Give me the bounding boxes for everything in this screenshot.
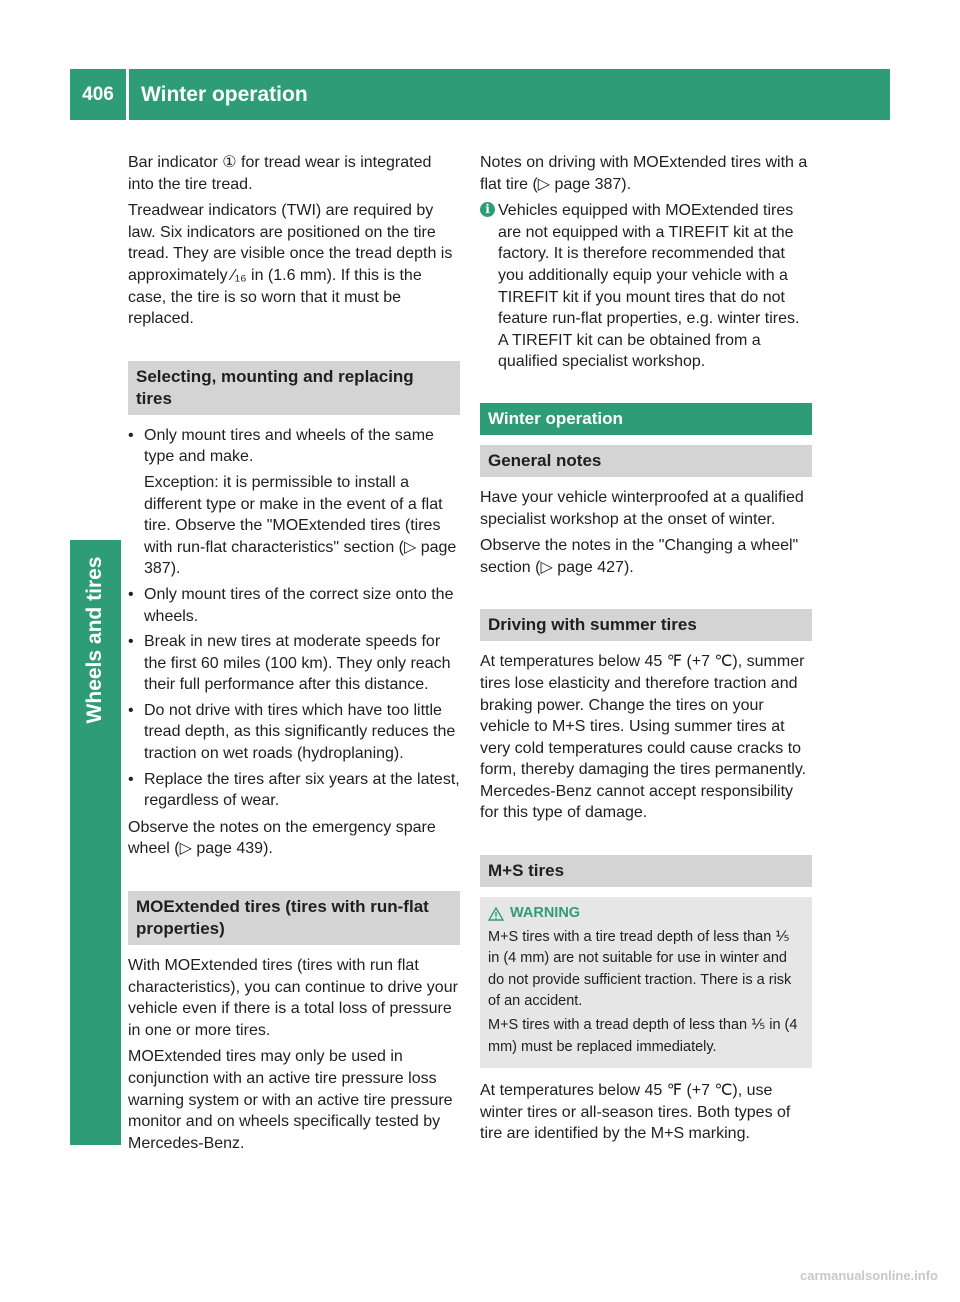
paragraph-emergency-spare: Observe the notes on the emergency spare wheel (▷ page 439). <box>128 818 436 858</box>
warning-text-2: M+S tires with a tread depth of less than ⅕ in (4 mm) must be replaced immediately. <box>488 1017 798 1055</box>
section-heading-selecting: Selecting, mounting and replacing tires <box>128 361 460 415</box>
paragraph-bar-indicator: Bar indicator ① for tread wear is integrated into the tire tread. <box>128 154 432 193</box>
list-item <box>128 769 460 812</box>
side-tab-label: Wheels and tires <box>83 556 106 724</box>
list-item <box>128 425 460 580</box>
bullet-text: Only mount tires and wheels of the same type and make. <box>144 426 434 466</box>
paragraph-moextended-1: With MOExtended tires (tires with run flat characteristics), you can continue to drive your vehicle even if there is a total loss of pressure in one or more tires. <box>128 957 458 1039</box>
warning-title: WARNING <box>510 905 581 922</box>
header-divider <box>126 69 129 120</box>
bullet-icon: • <box>128 770 134 788</box>
bullet-list <box>128 425 460 812</box>
list-item <box>128 700 460 765</box>
section-heading-ms-tires: M+S tires <box>480 855 812 887</box>
bullet-text: Do not drive with tires which have too little tread depth, as this significantly reduces the traction on wet roads (hydroplaning). <box>144 701 456 763</box>
bullet-text: Only mount tires of the correct size onto the wheels. <box>144 585 454 625</box>
bullet-icon: • <box>128 426 134 444</box>
footer-watermark: carmanualsonline.info <box>800 1268 938 1283</box>
paragraph-ms-marking: At temperatures below 45 ℉ (+7 ℃), use winter tires or all-season tires. Both types of tire are identified by the M+S marking. <box>480 1082 791 1143</box>
paragraph-moextended-2: MOExtended tires may only be used in conjunction with an active tire pressure loss warning system or with an active tire pressure monitor and on wheels specifically tested by Mercedes-Benz. <box>128 1048 453 1152</box>
section-heading-moextended: MOExtended tires (tires with run-flat properties) <box>128 891 460 945</box>
paragraph-flat-tire-notes: Notes on driving with MOExtended tires with a flat tire (▷ page 387). <box>480 154 808 193</box>
warning-triangle-icon <box>488 907 504 921</box>
info-text: Vehicles equipped with MOExtended tires are not equipped with a TIREFIT kit at the factory. It is therefore recommended that you additionally equip your vehicle with a TIREFIT kit if you mount tires that do not feature run-flat properties, e.g. winter tires. A TIREFIT kit can be obtained from a qualified specialist workshop. <box>498 202 800 371</box>
list-item <box>128 584 460 627</box>
paragraph-treadwear: Treadwear indicators (TWI) are required by law. Six indicators are positioned on the tire tread. They are visible once the tread depth is approximately ⁄₁₆ in (1.6 mm). If this is the case, the tire is so worn that it must be replaced. <box>128 202 453 328</box>
bullet-icon: • <box>128 585 134 603</box>
right-column <box>480 152 812 1150</box>
warning-title-row <box>488 903 804 925</box>
info-note <box>480 200 812 373</box>
paragraph-summer-tires: At temperatures below 45 ℉ (+7 ℃), summer tires lose elasticity and therefore traction and braking power. Change the tires on your vehicle to M+S tires. Using summer tires at very cold temperatures could cause cracks to form, thereby damaging the tires permanently. Mercedes-Benz cannot accept responsibility for this type of damage. <box>480 653 807 822</box>
info-icon: i <box>480 202 495 217</box>
warning-text-1: M+S tires with a tire tread depth of less than ⅕ in (4 mm) are not suitable for use in winter and do not provide sufficient traction. There is a risk of an accident. <box>488 928 792 1010</box>
section-heading-general-notes: General notes <box>480 445 812 477</box>
warning-box <box>480 897 812 1068</box>
bullet-icon: • <box>128 701 134 719</box>
section-heading-winter-operation: Winter operation <box>480 403 812 435</box>
bullet-exception-text: Exception: it is permissible to install a different type or make in the event of a flat tire. Observe the "MOExtended tires (tires with run-flat characteristics" section (▷ page 387). <box>144 473 457 578</box>
bullet-text: Replace the tires after six years at the latest, regardless of wear. <box>144 770 460 810</box>
left-column <box>128 152 460 1159</box>
bullet-text: Break in new tires at moderate speeds for the first 60 miles (100 km). They only reach their full performance after this distance. <box>144 633 451 694</box>
section-heading-summer-tires: Driving with summer tires <box>480 609 812 641</box>
paragraph-changing-wheel: Observe the notes in the "Changing a wheel" section (▷ page 427). <box>480 537 799 576</box>
list-item <box>128 631 460 696</box>
side-tab-label-wrap <box>70 540 121 740</box>
page-number: 406 <box>82 84 114 105</box>
chapter-title: Winter operation <box>141 83 308 106</box>
paragraph-winterproofed: Have your vehicle winterproofed at a qualified specialist workshop at the onset of winter. <box>480 488 804 528</box>
bullet-icon: • <box>128 633 134 651</box>
